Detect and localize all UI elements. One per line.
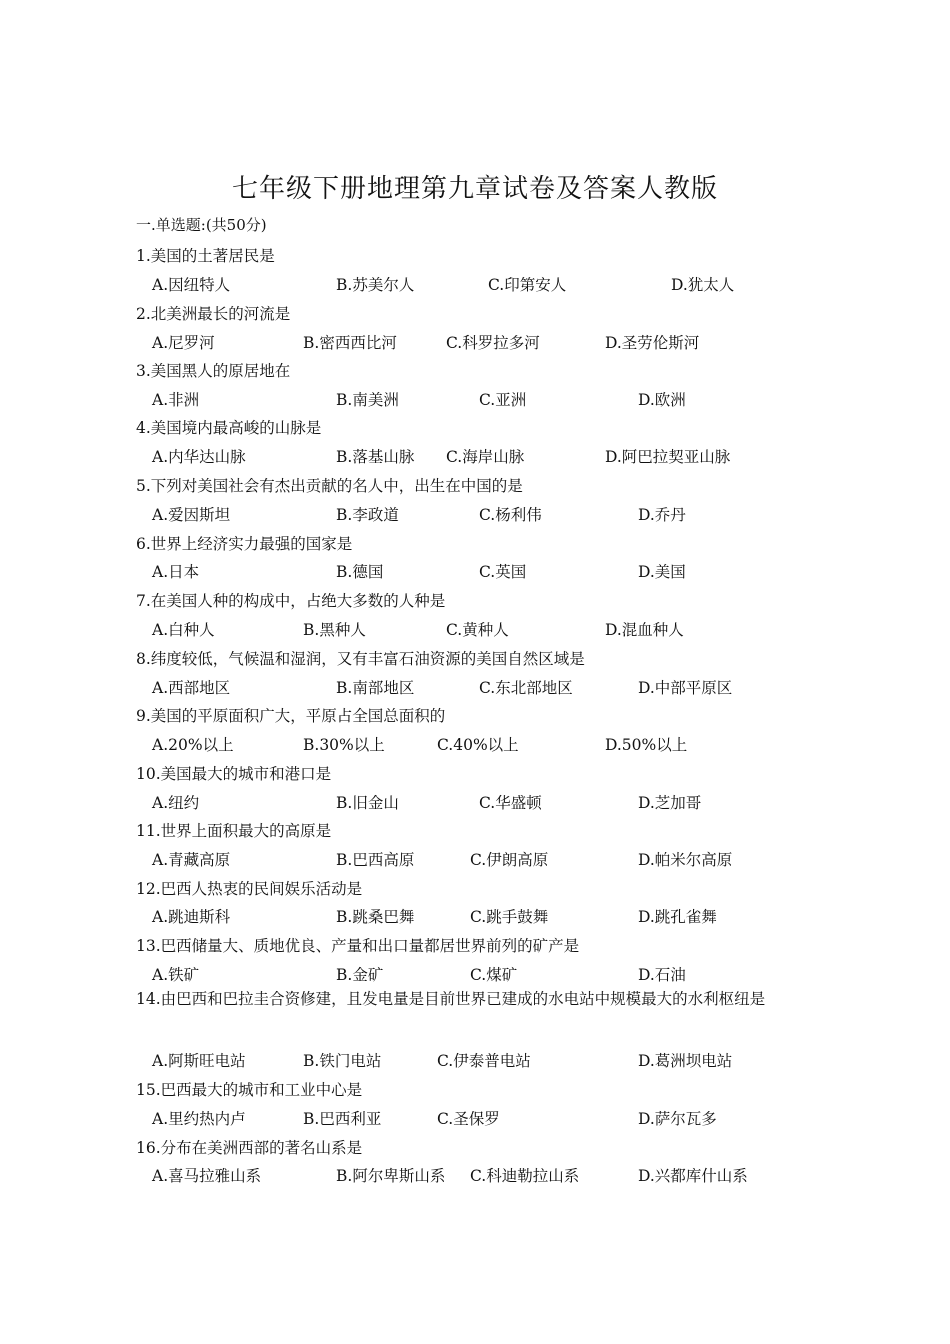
option-d: D.混血种人 <box>605 621 684 639</box>
option-a: A.喜马拉雅山系 <box>152 1167 262 1185</box>
option-b: B.黑种人 <box>303 621 366 639</box>
option-b: B.南美洲 <box>336 391 399 409</box>
option-d: D.犹太人 <box>671 276 735 294</box>
option-c: C.跳手鼓舞 <box>470 908 549 926</box>
option-d: D.跳孔雀舞 <box>638 908 717 926</box>
option-c: C.印第安人 <box>488 276 567 294</box>
option-b: B.落基山脉 <box>336 448 415 466</box>
option-d: D.美国 <box>638 563 686 581</box>
option-b: B.铁门电站 <box>303 1052 382 1070</box>
question-stem: 7.在美国人种的构成中，占绝大多数的人种是 <box>136 592 446 610</box>
option-c: C.伊朗高原 <box>470 851 549 869</box>
option-b: B.金矿 <box>336 966 384 984</box>
option-d: D.萨尔瓦多 <box>638 1110 717 1128</box>
option-a: A.因纽特人 <box>152 276 231 294</box>
option-a: A.日本 <box>152 563 200 581</box>
option-a: A.阿斯旺电站 <box>152 1052 246 1070</box>
option-a: A.白种人 <box>152 621 215 639</box>
option-a: A.纽约 <box>152 794 200 812</box>
option-c: C.科迪勒拉山系 <box>470 1167 580 1185</box>
option-a: A.非洲 <box>152 391 200 409</box>
option-d: D.葛洲坝电站 <box>638 1052 733 1070</box>
option-a: A.尼罗河 <box>152 334 215 352</box>
option-c: C.煤矿 <box>470 966 518 984</box>
question-stem: 13.巴西储量大、质地优良、产量和出口量都居世界前列的矿产是 <box>136 937 580 955</box>
option-b: B.密西西比河 <box>303 334 397 352</box>
option-d: D.芝加哥 <box>638 794 702 812</box>
option-d: D.兴都库什山系 <box>638 1167 748 1185</box>
option-b: B.阿尔卑斯山系 <box>336 1167 446 1185</box>
option-c: C.圣保罗 <box>437 1110 500 1128</box>
option-c: C.伊泰普电站 <box>437 1052 531 1070</box>
option-d: D.圣劳伦斯河 <box>605 334 700 352</box>
option-c: C.亚洲 <box>479 391 527 409</box>
page-title: 七年级下册地理第九章试卷及答案人教版 <box>231 174 718 204</box>
option-c: C.科罗拉多河 <box>446 334 540 352</box>
option-c: C.海岸山脉 <box>446 448 525 466</box>
option-a: A.里约热内卢 <box>152 1110 246 1128</box>
question-stem: 12.巴西人热衷的民间娱乐活动是 <box>136 880 363 898</box>
question-stem: 8.纬度较低，气候温和湿润，又有丰富石油资源的美国自然区域是 <box>136 650 585 668</box>
question-stem: 2.北美洲最长的河流是 <box>136 305 291 323</box>
option-d: D.乔丹 <box>638 506 686 524</box>
option-a: A.西部地区 <box>152 679 231 697</box>
option-b: B.巴西利亚 <box>303 1110 382 1128</box>
option-a: A.爱因斯坦 <box>152 506 231 524</box>
question-stem: 15.巴西最大的城市和工业中心是 <box>136 1081 363 1099</box>
option-a: A.跳迪斯科 <box>152 908 231 926</box>
option-b: B.苏美尔人 <box>336 276 415 294</box>
option-d: D.欧洲 <box>638 391 686 409</box>
option-a: A.20%以上 <box>152 736 234 754</box>
option-b: B.跳桑巴舞 <box>336 908 415 926</box>
option-c: C.40%以上 <box>437 736 519 754</box>
option-c: C.英国 <box>479 563 527 581</box>
option-d: D.石油 <box>638 966 686 984</box>
question-stem: 6.世界上经济实力最强的国家是 <box>136 535 353 553</box>
question-stem: 14.由巴西和巴拉圭合资修建，且发电量是目前世界已建成的水电站中规模最大的水利枢纽是 <box>136 990 766 1008</box>
question-stem: 5.下列对美国社会有杰出贡献的名人中，出生在中国的是 <box>136 477 523 495</box>
option-d: D.阿巴拉契亚山脉 <box>605 448 731 466</box>
option-c: C.华盛顿 <box>479 794 542 812</box>
option-c: C.杨利伟 <box>479 506 542 524</box>
section-heading: 一.单选题:(共50分) <box>136 216 267 234</box>
question-stem: 11.世界上面积最大的高原是 <box>136 822 332 840</box>
option-a: A.铁矿 <box>152 966 200 984</box>
option-d: D.中部平原区 <box>638 679 733 697</box>
question-stem: 10.美国最大的城市和港口是 <box>136 765 332 783</box>
question-stem: 4.美国境内最高峻的山脉是 <box>136 419 322 437</box>
question-stem: 3.美国黑人的原居地在 <box>136 362 291 380</box>
option-b: B.德国 <box>336 563 384 581</box>
option-c: C.黄种人 <box>446 621 509 639</box>
question-stem: 1.美国的土著居民是 <box>136 247 275 265</box>
option-b: B.30%以上 <box>303 736 385 754</box>
option-c: C.东北部地区 <box>479 679 573 697</box>
option-b: B.巴西高原 <box>336 851 415 869</box>
option-b: B.李政道 <box>336 506 399 524</box>
option-a: A.内华达山脉 <box>152 448 246 466</box>
question-stem: 9.美国的平原面积广大，平原占全国总面积的 <box>136 707 446 725</box>
option-b: B.南部地区 <box>336 679 415 697</box>
option-d: D.50%以上 <box>605 736 688 754</box>
option-a: A.青藏高原 <box>152 851 231 869</box>
option-b: B.旧金山 <box>336 794 399 812</box>
option-d: D.帕米尔高原 <box>638 851 733 869</box>
question-stem: 16.分布在美洲西部的著名山系是 <box>136 1139 363 1157</box>
